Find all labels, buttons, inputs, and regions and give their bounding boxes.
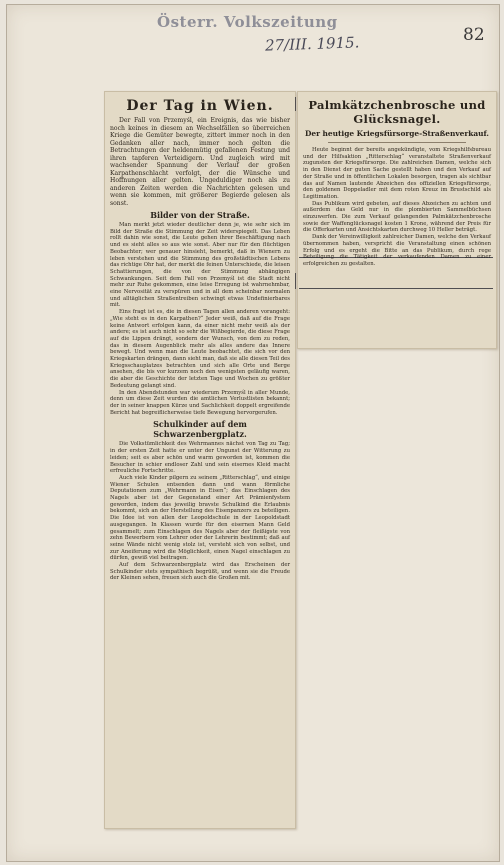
article-paragraph: Dank der Vereinwilligkeit zahlreicher Damen, welche den Verkauf übernommen haben, verspricht die Veranstaltung einen schönen Erfolg und es ergeht die Bitte an das Publikum, durch rege erfolgreichen zu gestalten. <box>303 234 491 267</box>
article-paragraph: Die Volkstümlichkeit des Wehrmannes nächst von Tag zu Tag; in der ersten Zeit hatte er unter der Ungunst der Witterung zu leiden; seit es aber schön und warm geworden ist, kommen die Besucher in schier endloser Zahl und sein eisernes Kleid macht erfreuliche Fortschritte. <box>110 441 290 475</box>
archive-sheet <box>6 4 500 862</box>
article-paragraph: Eins fragt ist es, die in diesen Tagen allen anderen vorangeht: „Wie steht es in den Karpathen?“ Jeder weiß, daß auf die Frage keine Antwort erfolgen kann, da einer nicht mehr weiß als der andere; es ist auch nicht so sehr die Wißbegierde, die diese Frage auf die Lippen drängt, sondern der Wunsch, von dem zu reden, das in diesem Augenblick mehr als alles andere das Innere bewegt. Und wenn man die Leute beobachtet, die sich vor den Kriegskarten drängen, dann sieht man, daß sie alle diesen Teil des Kriegsschauplatzes betrachten und sich alle Orte und Berge ansehen, die bis vor kurzem noch den wenigsten geläufig waren, die aber die Geschichte der letzten Tage und Wochen zu größter Bedeutung gelangt sind. <box>110 309 290 389</box>
divider <box>328 142 466 143</box>
page-number: 82 <box>463 25 485 45</box>
section-heading: Bilder von der Straße. <box>150 210 250 220</box>
pencil-mark <box>295 97 296 111</box>
article-subtitle: Der heutige Kriegsfürsorge-Straßenverkauf. <box>304 129 489 138</box>
article-title: Der Tag in Wien. <box>126 98 274 114</box>
article-title: Palmkätzchenbrosche und Glücksnagel. <box>308 98 486 126</box>
article-paragraph: In den Abendstunden war wiederum Przemyśl in aller Munde, denn um diese Zeit wurden die amtlichen Verlustlisten bekannt; der in seiner knappen Kürze und Sachlichkeit doppelt ergreifende Bericht hat begreiflicherweise tiefe Bewegung hervorgerufen. <box>110 389 290 416</box>
section-heading: Schulkinder auf dem Schwarzenbergplatz. <box>153 419 247 440</box>
article-paragraph: Man merkt jetzt wieder deutlicher denn je, wie sehr sich im Bild der Straße die Stimmung der Zeit widerspiegelt. Das Leben rollt dahin wie sonst, die Leute gehen ihrer Beschäftigung nach und es sieht alles so aus wie sonst. Aber nur für den flüchtigen Beobachter; wer genauer hinsieht, bemerkt, daß in Wienern zu leben verstehen und die Stimmung des großstädtischen Lebens das richtige Ohr hat, der merkt die feinen Unterschiede, die leisen Schattierungen, die von der Stimmung abhängigen Schwankungen. Seit dem Fall von Przemyśl ist die Stadt nicht mehr zur Ruhe gekommen, eine leise Erregung ist wahrnehmbar, eine Nervosität zu verspüren und in all dem scheinbar normalen und alltäglichen Straßentreiben schwingt etwas Undefinierbares mit. <box>110 222 290 309</box>
pencil-underline <box>299 257 493 258</box>
pencil-mark <box>295 273 296 289</box>
article-paragraph: Das Publikum wird gebeten, auf dieses Abzeichen zu achten und außerdem das Geld nur in die plombierten Sammelbüchsen einzuwerfen. Die zum Verkauf gelangenden Palmkätzchenbrosche sowie der Waffenglücksnagel kosten 1 Krone, während der Preis für die Offerkarten und Ansichtskarten durchweg 10 Heller beträgt. <box>303 200 491 234</box>
article-intro: Der Fall von Przemyśl, ein Ereignis, das wie bisher noch keines in diesem an Wechselfällen so überreichen Kriege die Gemüter bewegte, zittert immer noch in den Gedanken aller nach, immer noch gelten die Betrachtungen der heldenmütig gefallenen Festung und ihren tapferen Verteidigern. Und zugleich wird mit wachsender Spannung der Verlauf der großen Karpathenschlacht verfolgt, der die Wünsche und Hoffnungen aller gelten. Ungeduldiger noch als zu anderen Zeiten werden die Nachrichten gelesen und wenn sie kommen, mit größerer Begierde gelesen als sonst. <box>110 117 290 207</box>
clipping-palmkaetzchenbrosche <box>297 91 497 349</box>
newspaper-name-stamp: Österr. Volkszeitung <box>157 13 338 31</box>
article-paragraph: Auch viele Kinder pilgern zu seinem „Ritterschlag“, und einige Wiener Schulen entsenden dann und wann förmliche Deputationen zum „Wehrmann in Eisen“; das Einschlagen des Nagels aber ist der Gegenstand einer Art Prämienfystem geworden, indem das jeweilig bravste Schulkind die Erlaubnis bekommt, sich an der Herstellung des Eisenpanzers zu beteiligen. Die Idee ist von allen der Leopoldschule in der Leopoldstadt ausgegangen. In Klassen wurde für den eisernen Mann Geld gesammelt; zum Einschlagen des Nagels aber der fleißigste von zehn Bewerbern vom Lehrer oder der Lehrerin bestimmt; daß auf seine Wände nicht wenig stolz ist, versteht sich von selbst, und zur Aneiferung wird die Möglichkeit, einen Nagel einschlagen zu dürfen, gewiß viel beitragen. <box>110 474 290 562</box>
article-paragraph: Auf dem Schwarzenbergplatz wird das Erscheinen der Schulkinder stets sympathisch begrüßt, und wenn sie die Freude der Kleinen sehen, freuen sich auch die Großen mit. <box>110 562 290 582</box>
clipping-der-tag-in-wien <box>104 91 296 829</box>
article-paragraph: Heute beginnt der bereits angekündigte, vom Kriegshilfsbureau und der Hilfsaktion „Ritterschlag“ veranstaltete Straßenverkauf zugunsten der Kriegsfürsorge. Die zahlreichen Damen, welche sich in den Dienst der guten Sache gestellt haben und den Verkauf auf der Straße und in öffentlichen Lokalen besorgen, tragen als sichtbar das auf Namen lautende Abzeichen des offiziellen Kriegsfürsorge, den goldenen Doppeladler mit dem roten Kreuz im Brustschild als Legitimation. <box>303 147 491 200</box>
pencil-underline <box>299 288 493 289</box>
handwritten-date: 27/III. 1915. <box>264 33 360 55</box>
